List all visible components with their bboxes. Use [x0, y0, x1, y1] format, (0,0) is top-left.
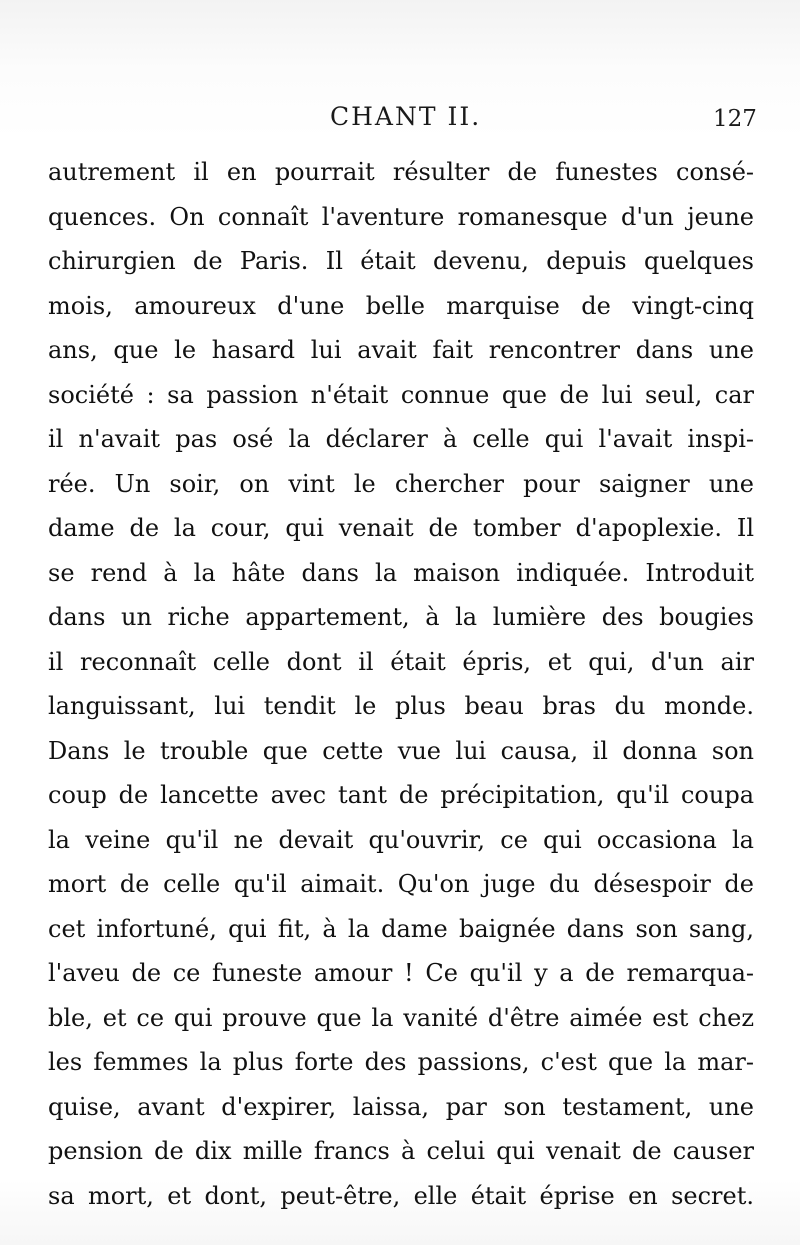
text-line: il n'avait pas osé la déclarer à celle qui l'avait inspi-	[48, 425, 754, 453]
text-line: ans, que le hasard lui avait fait rencontrer dans une	[48, 336, 754, 364]
page-number: 127	[713, 106, 757, 132]
running-title: CHANT II.	[330, 102, 482, 131]
text-line: pension de dix mille francs à celui qui venait de causer	[48, 1137, 754, 1165]
text-line: ble, et ce qui prouve que la vanité d'être aimée est chez	[48, 1003, 754, 1032]
text-line: mois, amoureux d'une belle marquise de vingt-cinq	[48, 291, 754, 320]
text-line: l'aveu de ce funeste amour ! Ce qu'il y a de remarqua-	[48, 959, 754, 987]
text-line: quise, avant d'expirer, laissa, par son testament, une	[48, 1092, 754, 1121]
text-line: quences. On connaît l'aventure romanesque d'un jeune	[48, 202, 754, 231]
text-line: sa mort, et dont, peut-être, elle était éprise en secret.	[48, 1181, 754, 1210]
text-line: les femmes la plus forte des passions, c'est que la mar-	[48, 1048, 754, 1076]
text-line: autrement il en pourrait résulter de funestes consé-	[48, 158, 754, 186]
text-line: il reconnaît celle dont il était épris, et qui, d'un air	[48, 647, 754, 676]
body-text	[48, 150, 754, 1218]
text-line: dame de la cour, qui venait de tomber d'apoplexie. Il	[48, 514, 754, 542]
text-line: société : sa passion n'était connue que de lui seul, car	[48, 380, 754, 409]
text-line: mort de celle qu'il aimait. Qu'on juge du désespoir de	[48, 870, 754, 898]
text-line: coup de lancette avec tant de précipitation, qu'il coupa	[48, 781, 754, 809]
text-line: cet infortuné, qui fit, à la dame baignée dans son sang,	[48, 914, 754, 943]
text-line: languissant, lui tendit le plus beau bras du monde.	[48, 692, 754, 720]
text-line: la veine qu'il ne devait qu'ouvrir, ce qui occasiona la	[48, 825, 754, 854]
text-line: se rend à la hâte dans la maison indiquée. Introduit	[48, 558, 754, 587]
running-head	[0, 100, 800, 140]
text-line: rée. Un soir, on vint le chercher pour saigner une	[48, 469, 754, 498]
text-line: dans un riche appartement, à la lumière des bougies	[48, 603, 754, 631]
text-line: Dans le trouble que cette vue lui causa, il donna son	[48, 736, 754, 765]
text-line: chirurgien de Paris. Il était devenu, depuis quelques	[48, 247, 754, 275]
